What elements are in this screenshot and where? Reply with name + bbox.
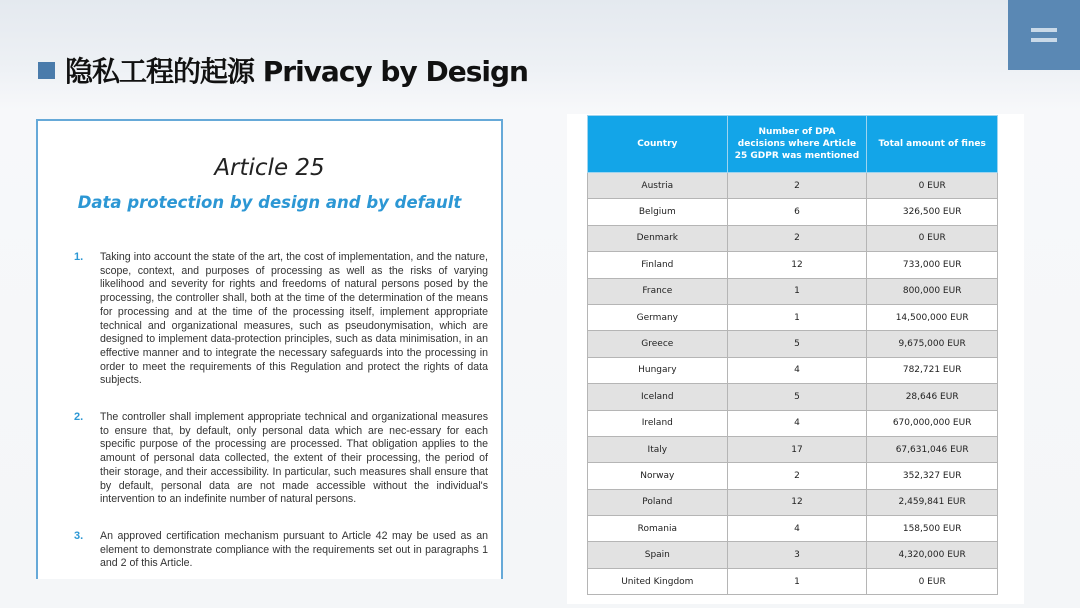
cell-decisions: 12 xyxy=(727,252,867,278)
table-row xyxy=(588,304,998,330)
cell-fines: 782,721 EUR xyxy=(867,357,998,383)
table-row xyxy=(588,199,998,225)
header-decisions: Number of DPA decisions where Article 25 GDPR was mentioned xyxy=(727,116,867,173)
slide-title-row xyxy=(38,50,528,90)
cell-decisions: 1 xyxy=(727,568,867,594)
cell-decisions: 2 xyxy=(727,225,867,251)
cell-country: United Kingdom xyxy=(588,568,728,594)
paragraph-number: 2. xyxy=(74,411,84,423)
article-paragraph-1 xyxy=(74,251,488,388)
cell-country: Denmark xyxy=(588,225,728,251)
cell-fines: 14,500,000 EUR xyxy=(867,304,998,330)
cell-country: Ireland xyxy=(588,410,728,436)
cell-fines: 4,320,000 EUR xyxy=(867,542,998,568)
header-country: Country xyxy=(588,116,728,173)
article-subtitle: Data protection by design and by default xyxy=(77,193,462,212)
table-row xyxy=(588,173,998,199)
cell-fines: 2,459,841 EUR xyxy=(867,489,998,515)
article-paragraph-2 xyxy=(74,411,488,507)
table-row xyxy=(588,463,998,489)
cell-country: Germany xyxy=(588,304,728,330)
cell-decisions: 1 xyxy=(727,278,867,304)
paragraph-number: 1. xyxy=(74,251,84,263)
cell-country: Belgium xyxy=(588,199,728,225)
cell-decisions: 17 xyxy=(727,436,867,462)
table-row xyxy=(588,357,998,383)
cell-fines: 0 EUR xyxy=(867,568,998,594)
cell-country: Norway xyxy=(588,463,728,489)
cell-country: Spain xyxy=(588,542,728,568)
cell-decisions: 4 xyxy=(727,410,867,436)
table-row xyxy=(588,278,998,304)
table-header-row xyxy=(588,116,998,173)
cell-fines: 9,675,000 EUR xyxy=(867,331,998,357)
gdpr-fines-table-panel xyxy=(567,114,1024,604)
cell-decisions: 3 xyxy=(727,542,867,568)
cell-decisions: 5 xyxy=(727,384,867,410)
cell-fines: 733,000 EUR xyxy=(867,252,998,278)
cell-country: Finland xyxy=(588,252,728,278)
cell-fines: 158,500 EUR xyxy=(867,516,998,542)
cell-country: Austria xyxy=(588,173,728,199)
cell-decisions: 2 xyxy=(727,463,867,489)
cell-country: Italy xyxy=(588,436,728,462)
cell-fines: 28,646 EUR xyxy=(867,384,998,410)
cell-decisions: 4 xyxy=(727,357,867,383)
table-row xyxy=(588,225,998,251)
menu-button[interactable] xyxy=(1008,0,1080,70)
article-paragraph-3 xyxy=(74,530,488,571)
table-row xyxy=(588,489,998,515)
table-body xyxy=(588,173,998,595)
paragraph-text: Taking into account the state of the art, the cost of implementation, and the nature, scope, context, and purposes of processing as well as the risks of varying likelihood and severity for rights and freedoms of natural persons posed by the processing, the controller shall, both at the time of the determination of the means for processing and at the time of the processing itself, implement appropriate technical and organizational measures, such as pseudonymisation, which are designed to implement data-protection principles, such as data minimisation, in an effective manner and to integrate the necessary safeguards into the processing in order to meet the requirements of this Regulation and protect the rights of data subjects. xyxy=(100,251,488,387)
cell-fines: 352,327 EUR xyxy=(867,463,998,489)
slide-title: 隐私工程的起源 Privacy by Design xyxy=(65,55,528,88)
cell-country: Hungary xyxy=(588,357,728,383)
cell-fines: 326,500 EUR xyxy=(867,199,998,225)
table-row xyxy=(588,384,998,410)
cell-fines: 670,000,000 EUR xyxy=(867,410,998,436)
menu-icon xyxy=(1031,28,1057,42)
gdpr-fines-table xyxy=(587,115,998,595)
article-title: Article 25 xyxy=(214,155,325,181)
cell-decisions: 12 xyxy=(727,489,867,515)
paragraph-text: An approved certification mechanism pursuant to Article 42 may be used as an element to demonstrate compliance with the requirements set out in paragraphs 1 and 2 of this Article. xyxy=(100,530,488,570)
table-row xyxy=(588,436,998,462)
cell-decisions: 6 xyxy=(727,199,867,225)
cell-decisions: 1 xyxy=(727,304,867,330)
header-fines: Total amount of fines xyxy=(867,116,998,173)
cell-fines: 0 EUR xyxy=(867,225,998,251)
cell-country: Romania xyxy=(588,516,728,542)
cell-country: Iceland xyxy=(588,384,728,410)
cell-country: France xyxy=(588,278,728,304)
cell-country: Greece xyxy=(588,331,728,357)
article-25-panel xyxy=(36,119,503,579)
cell-fines: 0 EUR xyxy=(867,173,998,199)
table-row xyxy=(588,516,998,542)
table-row xyxy=(588,542,998,568)
cell-decisions: 2 xyxy=(727,173,867,199)
table-row xyxy=(588,568,998,594)
cell-fines: 67,631,046 EUR xyxy=(867,436,998,462)
paragraph-number: 3. xyxy=(74,530,84,542)
cell-decisions: 5 xyxy=(727,331,867,357)
table-row xyxy=(588,252,998,278)
cell-country: Poland xyxy=(588,489,728,515)
title-bullet-square xyxy=(38,62,55,79)
table-row xyxy=(588,331,998,357)
cell-decisions: 4 xyxy=(727,516,867,542)
cell-fines: 800,000 EUR xyxy=(867,278,998,304)
paragraph-text: The controller shall implement appropriate technical and organizational measures to ensure that, by default, only personal data which are nec-essary for each specific purpose of the processing are processed. That obligation applies to the amount of personal data collected, the extent of their processing, the period of their storage, and their accessibility. In particular, such measures shall ensure that by default, personal data are not made accessible without the individual's intervention to an indefinite number of natural persons. xyxy=(100,411,488,506)
table-row xyxy=(588,410,998,436)
